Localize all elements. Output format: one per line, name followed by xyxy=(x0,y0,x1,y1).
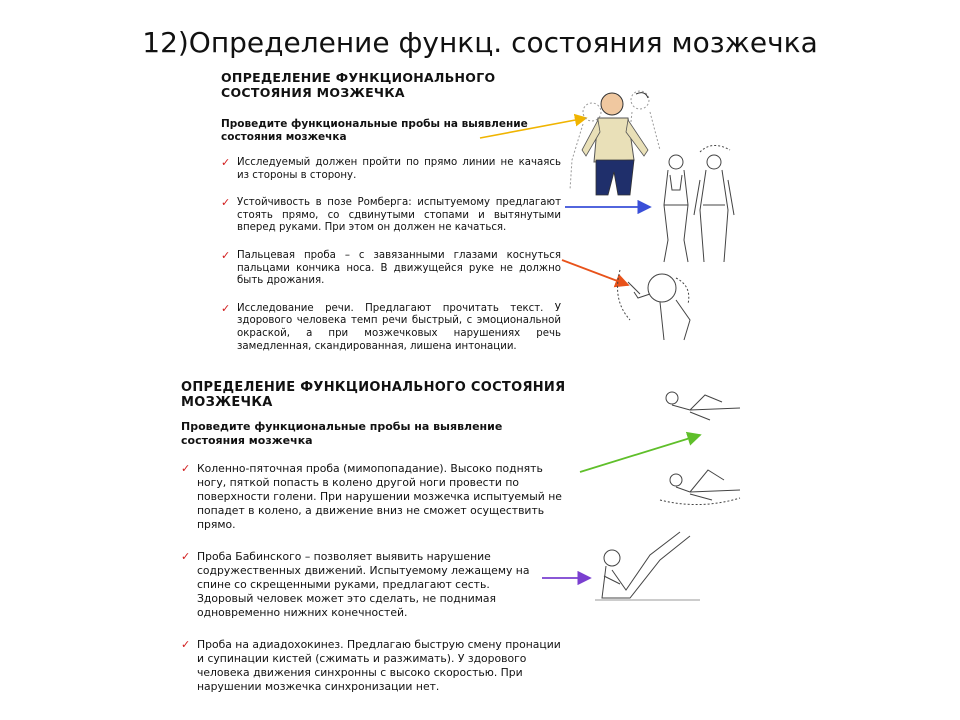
arrow-finger-nose xyxy=(562,260,628,285)
heel-knee-test-illustration xyxy=(660,392,740,505)
check-icon: ✓ xyxy=(181,550,191,563)
panel2-item-text: Проба Бабинского – позволяет выявить нарушение содружественных движений. Испытуемому лежащему на спине со скрещенными руками, предлагают сесть. Здоровый человек может это сделать, не поднимая одновременно нижних конечностей. xyxy=(197,550,530,619)
check-icon: ✓ xyxy=(221,196,231,210)
panel1-item-text: Пальцевая проба – с завязанными глазами коснуться пальцами кончика носа. В движущейся руке не должно быть дрожания. xyxy=(237,249,561,287)
check-icon: ✓ xyxy=(221,156,231,169)
panel2-item-text: Коленно-пяточная проба (мимопопадание). Высоко поднять ногу, пяткой попасть в колено другой ноги провести по поверхности голени. При нарушении мозжечка испытуемый не попадет в колено, а движение вниз не сможет осуществить прямо. xyxy=(197,462,562,531)
panel1-item-text: Устойчивость в позе Ромберга: испытуемому предлагают стоять прямо, со сдвинутыми стопами и вытянутыми вперед руками. При этом он должен не качаться. xyxy=(237,197,561,234)
check-icon: ✓ xyxy=(221,248,231,262)
walking-man-illustration xyxy=(570,91,660,195)
panel2-item-text: Проба на адиадохокинез. Предлагаю быструю смену пронации и супинации кистей (сжимать и разжимать). У здорового человека движения синхронны с высоко скоростью. При нарушении мозжечка синхронизации нет. xyxy=(197,638,561,693)
panel2-title: ОПРЕДЕЛЕНИЕ ФУНКЦИОНАЛЬНОГО СОСТОЯНИЯ МОЗЖЕЧКА xyxy=(181,380,566,410)
check-icon: ✓ xyxy=(181,462,191,475)
babinski-test-illustration xyxy=(595,532,700,600)
panel1-item-text: Исследование речи. Предлагают прочитать текст. У здорового человека темп речи быстрый, с эмоциональной окраской, а при мозжечковых нарушениях речь замедленная, скандированная, лишена интонации. xyxy=(237,302,561,352)
slide-title: 12)Определение функц. состояния мозжечка xyxy=(142,26,818,59)
panel2-subtitle: Проведите функциональные пробы на выявление состояния мозжечка xyxy=(181,420,503,447)
romberg-pose-illustration xyxy=(664,145,734,262)
arrow-walking xyxy=(480,118,586,138)
panel1-subtitle: Проведите функциональные пробы на выявление состояния мозжечка xyxy=(221,118,528,143)
check-icon: ✓ xyxy=(181,638,191,651)
finger-nose-test-illustration xyxy=(618,270,690,340)
arrow-heel-knee xyxy=(580,435,700,472)
panel1-title: ОПРЕДЕЛЕНИЕ ФУНКЦИОНАЛЬНОГО СОСТОЯНИЯ МОЗЖЕЧКА xyxy=(221,70,496,100)
panel1-item-text: Исследуемый должен пройти по прямо линии не качаясь из стороны в сторону. xyxy=(237,157,561,181)
check-icon: ✓ xyxy=(221,301,231,315)
